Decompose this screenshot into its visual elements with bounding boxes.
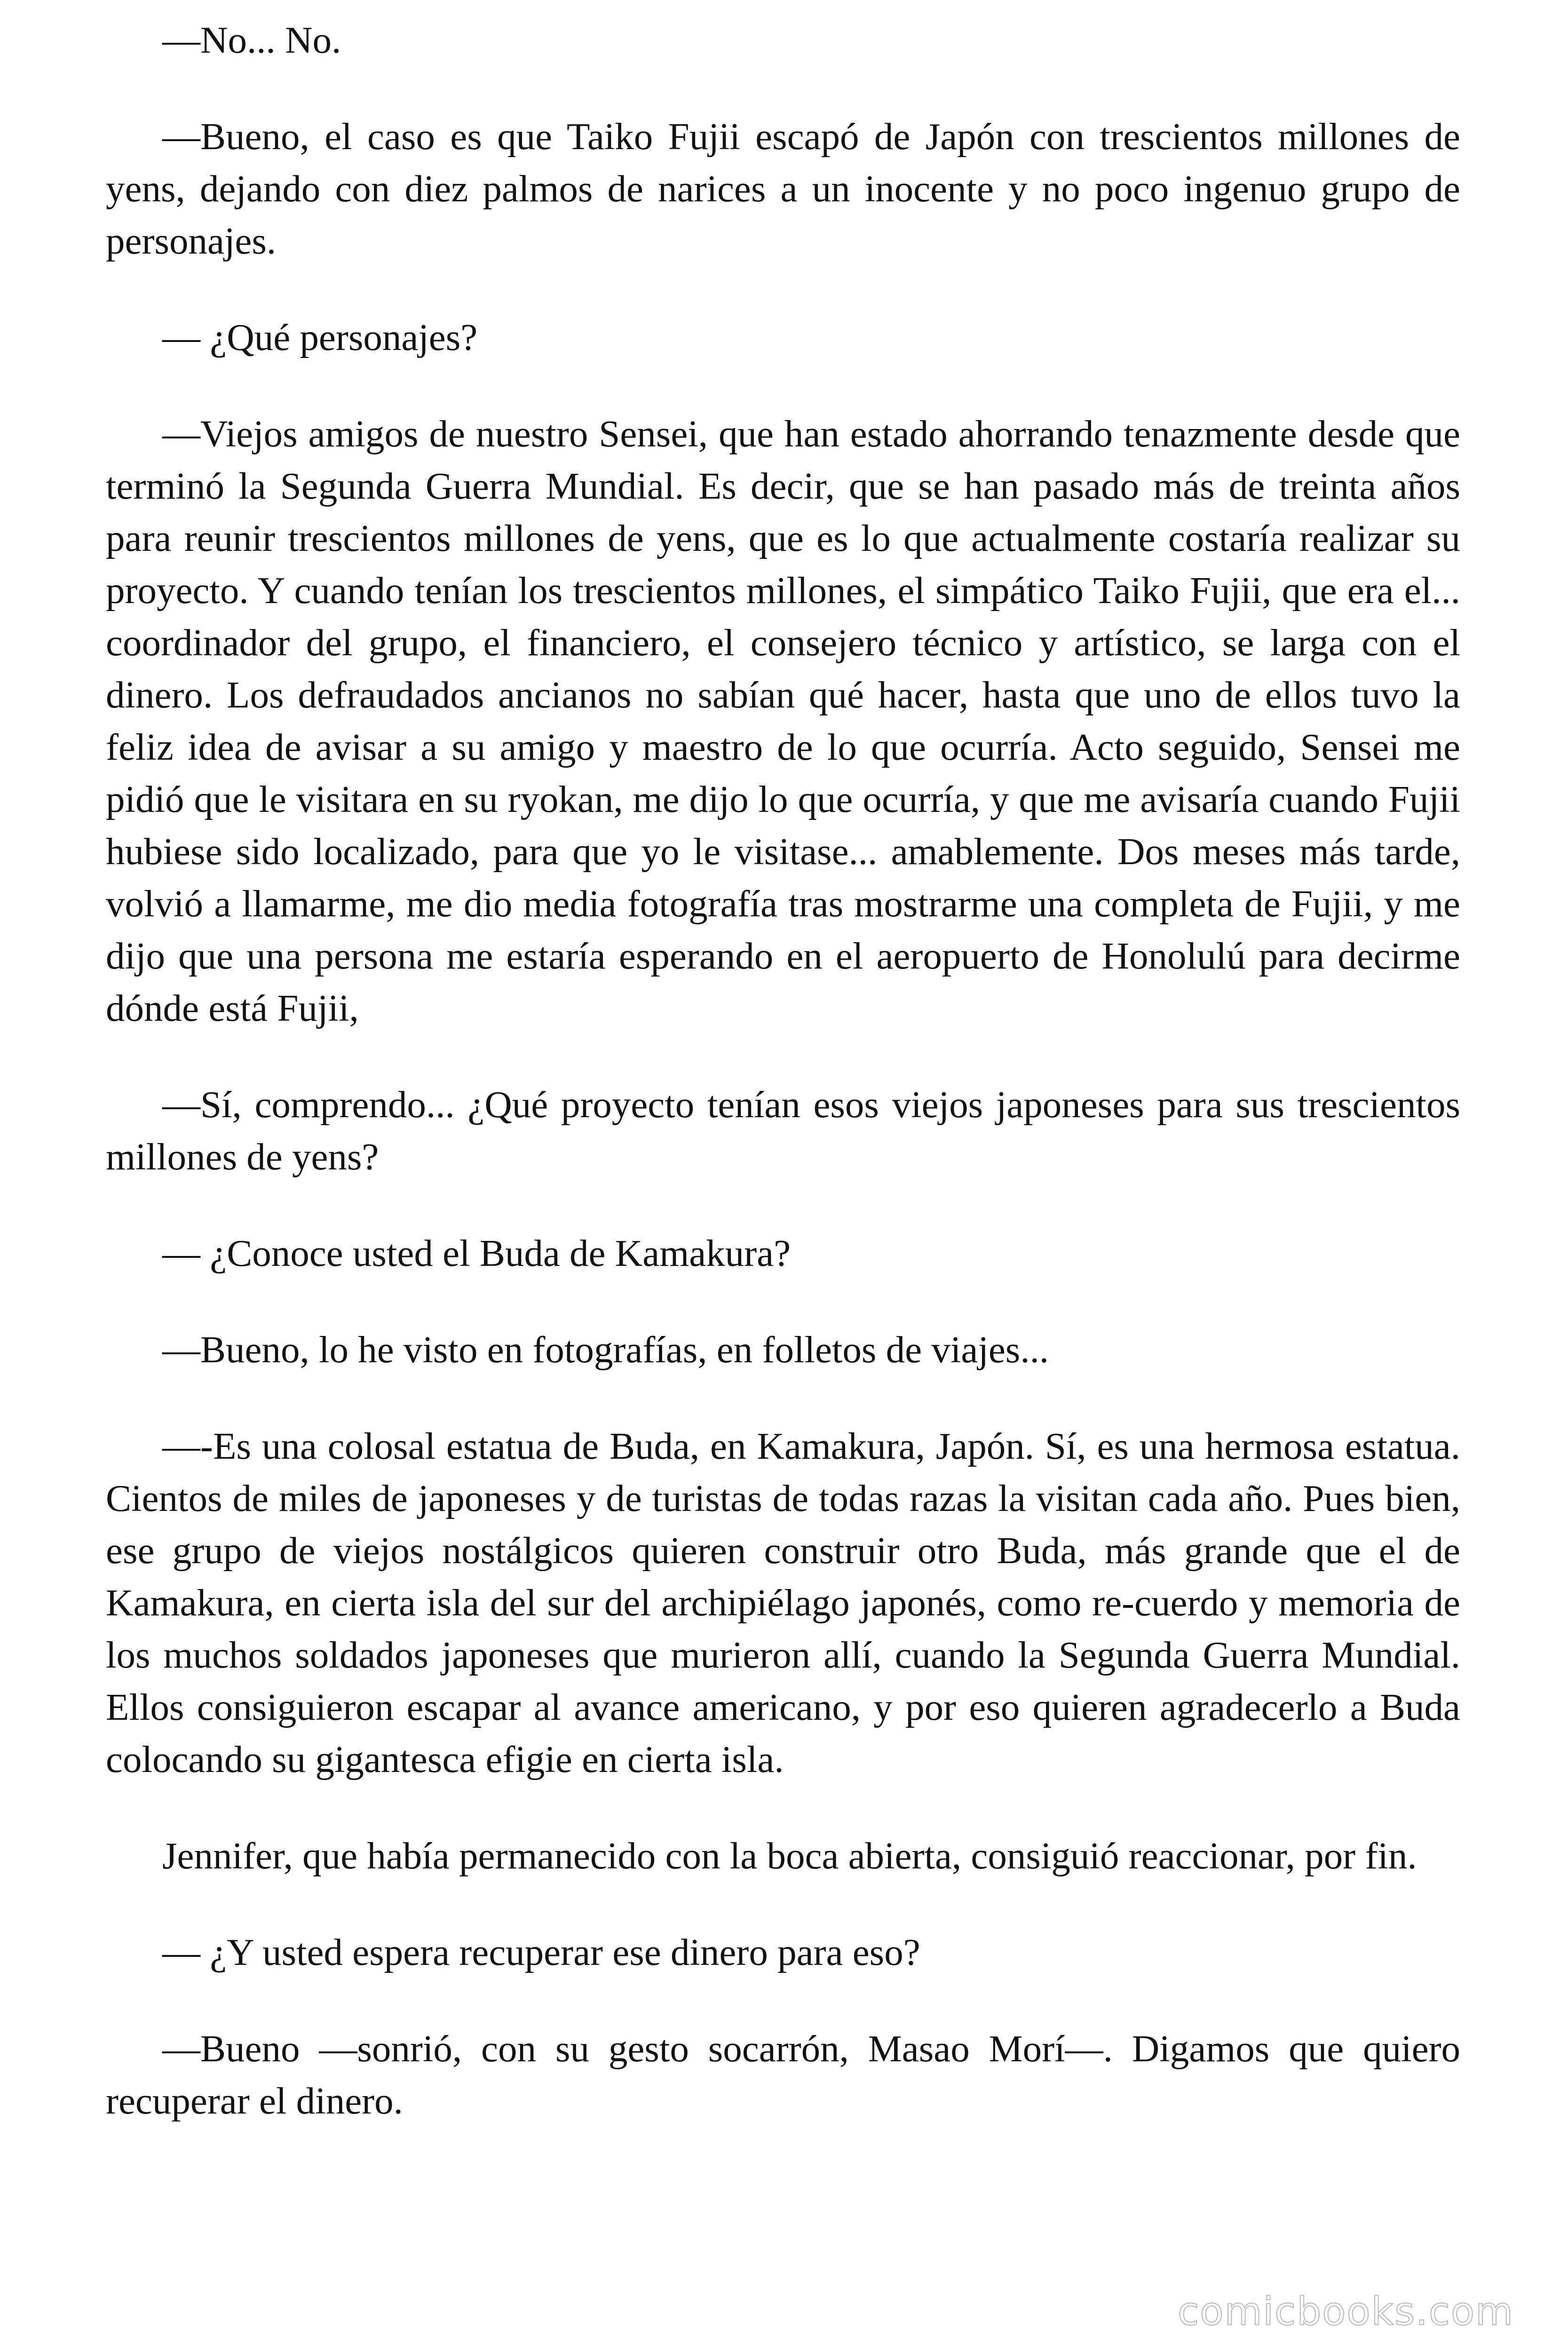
paragraph: —Bueno —sonrió, con su gesto socarrón, Masao Morí—. Digamos que quiero recuperar el dinero.: [106, 2027, 1460, 2122]
paragraph: —Sí, comprendo... ¿Qué proyecto tenían esos viejos japoneses para sus trescientos millones de yens?: [106, 1083, 1460, 1178]
paragraph: —-Es una colosal estatua de Buda, en Kamakura, Japón. Sí, es una hermosa estatua. Cientos de miles de japoneses y de turistas de todas razas la visitan cada año. Pues bien, ese grupo de viejos nostálgicos quieren construir otro Buda, más grande que el de Kamakura, en cierta isla del sur del archipiélago japonés, como re-cuerdo y memoria de los muchos soldados japoneses que murieron allí, cuando la Segunda Guerra Mundial. Ellos consiguieron escapar al avance americano, y por eso quieren agradecerlo a Buda colocando su gigantesca efigie en cierta isla.: [106, 1425, 1460, 1780]
page-text: [106, 14, 1460, 2127]
paragraph: —Viejos amigos de nuestro Sensei, que han estado ahorrando tenazmente desde que terminó la Segunda Guerra Mundial. Es decir, que se han pasado más de treinta años para reunir trescientos millones de yens, que es lo que actualmente costaría realizar su proyecto. Y cuando tenían los trescientos millones, el simpático Taiko Fujii, que era el... coordinador del grupo, el financiero, el consejero técnico y artístico, se larga con el dinero. Los defraudados ancianos no sabían qué hacer, hasta que uno de ellos tuvo la feliz idea de avisar a su amigo y maestro de lo que ocurría. Acto seguido, Sensei me pidió que le visitara en su ryokan, me dijo lo que ocurría, y que me avisaría cuando Fujii hubiese sido localizado, para que yo le visitase... amablemente. Dos meses más tarde, volvió a llamarme, me dio media fotografía tras mostrarme una completa de Fujii, y me dijo que una persona me estaría esperando en el aeropuerto de Honolulú para decirme dónde está Fujii,: [106, 413, 1460, 1029]
paragraph: —Bueno, el caso es que Taiko Fujii escapó de Japón con trescientos millones de yens, dejando con diez palmos de narices a un inocente y no poco ingenuo grupo de personajes.: [106, 115, 1460, 262]
paragraph: — ¿Y usted espera recuperar ese dinero para eso?: [162, 1931, 920, 1973]
paragraph: —No... No.: [162, 19, 341, 61]
paragraph: —Bueno, lo he visto en fotografías, en folletos de viajes...: [162, 1328, 1049, 1371]
paragraph: — ¿Conoce usted el Buda de Kamakura?: [162, 1232, 791, 1274]
paragraph: Jennifer, que había permanecido con la boca abierta, consiguió reaccionar, por fin.: [162, 1835, 1417, 1877]
watermark: comicbooks.com: [1178, 2289, 1514, 2334]
paragraph: — ¿Qué personajes?: [162, 316, 478, 358]
